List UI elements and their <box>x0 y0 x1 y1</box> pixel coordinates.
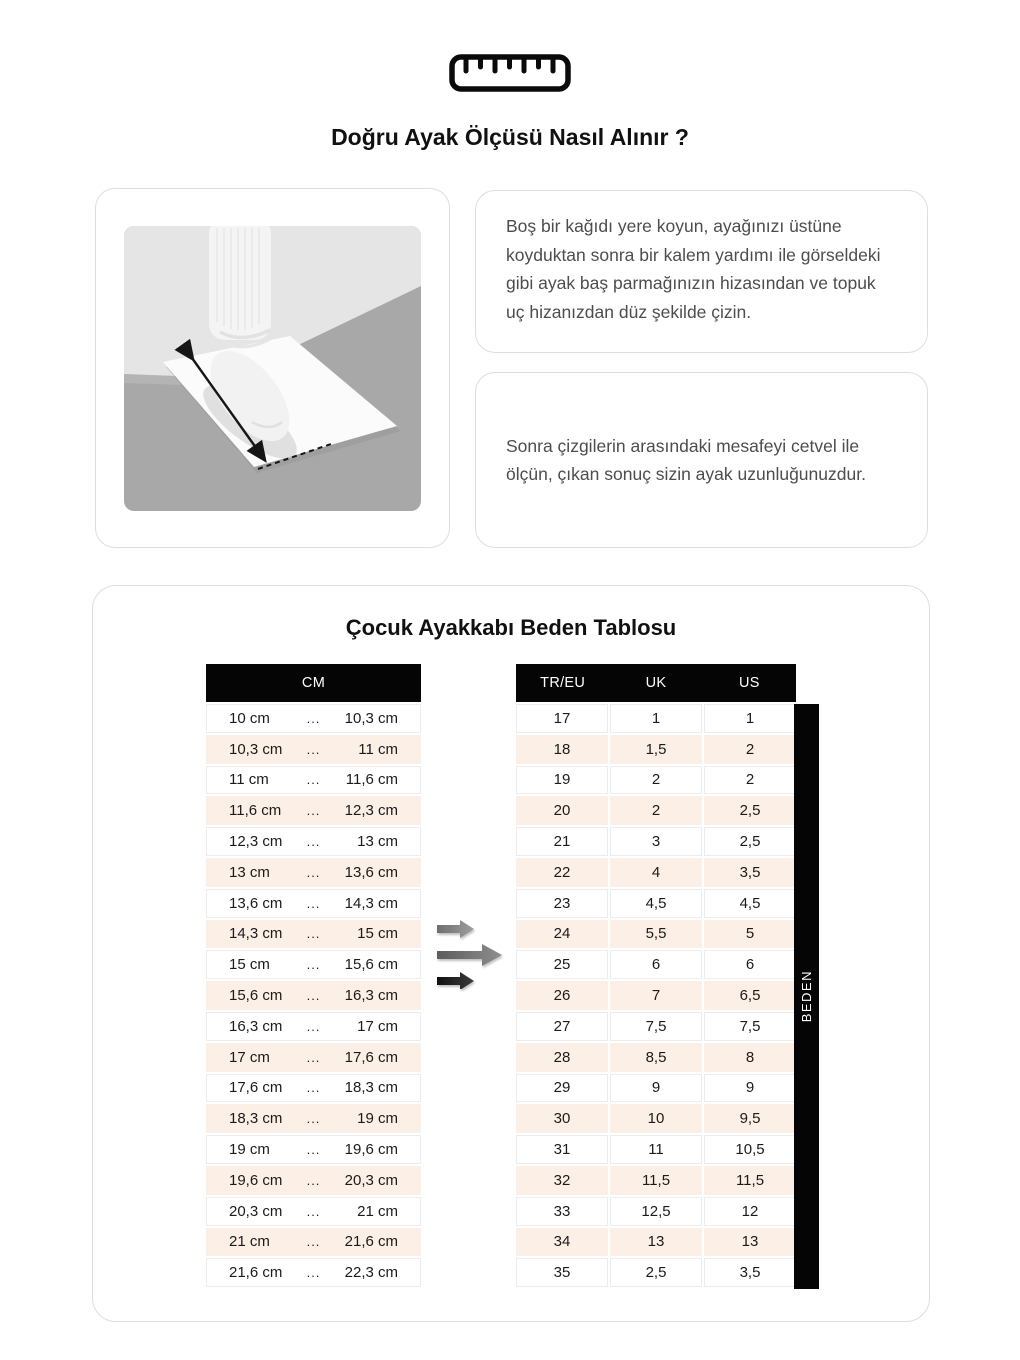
size-cell-us: 3,5 <box>704 858 796 887</box>
cm-sep: ... <box>306 1049 321 1065</box>
size-row <box>516 1043 796 1072</box>
size-cell-tr-eu: 22 <box>516 858 608 887</box>
size-cell-uk: 2 <box>610 766 702 795</box>
size-row <box>516 735 796 764</box>
size-row <box>516 1074 796 1103</box>
cm-to: 22,3 cm <box>344 1264 398 1282</box>
size-cell-us: 13 <box>704 1228 796 1257</box>
cm-from: 11 cm <box>229 771 269 789</box>
size-cell-tr-eu: 30 <box>516 1104 608 1133</box>
size-cell-tr-eu: 27 <box>516 1012 608 1041</box>
size-cell-tr-eu: 28 <box>516 1043 608 1072</box>
size-row <box>516 1258 796 1287</box>
cm-sep: ... <box>306 1111 321 1127</box>
size-cell-uk: 2,5 <box>610 1258 702 1287</box>
cm-row <box>206 735 421 764</box>
cm-row <box>206 704 421 733</box>
size-cell-uk: 12,5 <box>610 1197 702 1226</box>
cm-table-header: CM <box>206 664 421 702</box>
cm-row <box>206 827 421 856</box>
instruction-card-2 <box>475 372 928 548</box>
cm-table <box>206 664 421 1289</box>
cm-to: 17,6 cm <box>344 1048 398 1066</box>
size-cell-tr-eu: 26 <box>516 981 608 1010</box>
cm-row <box>206 920 421 949</box>
size-row <box>516 1104 796 1133</box>
cm-row <box>206 1228 421 1257</box>
instruction-card-1 <box>475 190 928 353</box>
cm-row <box>206 981 421 1010</box>
cm-sep: ... <box>306 957 321 973</box>
cm-sep: ... <box>306 741 321 757</box>
cm-sep: ... <box>306 710 321 726</box>
cm-from: 18,3 cm <box>229 1110 283 1128</box>
size-cell-uk: 11,5 <box>610 1166 702 1195</box>
size-cell-tr-eu: 33 <box>516 1197 608 1226</box>
size-cell-us: 3,5 <box>704 1258 796 1287</box>
cm-from: 20,3 cm <box>229 1202 283 1220</box>
cm-from: 16,3 cm <box>229 1017 283 1035</box>
size-row <box>516 1197 796 1226</box>
size-row <box>516 1166 796 1195</box>
cm-sep: ... <box>306 1172 321 1188</box>
cm-sep: ... <box>306 1203 321 1219</box>
size-row <box>516 889 796 918</box>
size-cell-tr-eu: 34 <box>516 1228 608 1257</box>
size-table-header-uk: UK <box>645 675 667 691</box>
cm-to: 21,6 cm <box>344 1233 398 1251</box>
size-cell-us: 2 <box>704 735 796 764</box>
cm-from: 19 cm <box>229 1141 270 1159</box>
cm-sep: ... <box>306 988 321 1004</box>
cm-sep: ... <box>306 772 321 788</box>
instruction-text-1: Boş bir kağıdı yere koyun, ayağınızı üstüne koyduktan sonra bir kalem yardımı ile görseldeki gibi ayak baş parmağınızın hizasından ve topuk uç hizanızdan düz şekilde çizin. <box>506 216 881 322</box>
size-cell-tr-eu: 18 <box>516 735 608 764</box>
cm-to: 11 cm <box>358 740 398 758</box>
size-row <box>516 950 796 979</box>
cm-to: 10,3 cm <box>344 709 398 727</box>
cm-row <box>206 1135 421 1164</box>
size-cell-tr-eu: 23 <box>516 889 608 918</box>
size-cell-us: 6,5 <box>704 981 796 1010</box>
cm-from: 10,3 cm <box>229 740 283 758</box>
size-cell-tr-eu: 35 <box>516 1258 608 1287</box>
cm-sep: ... <box>306 834 321 850</box>
size-cell-uk: 7,5 <box>610 1012 702 1041</box>
cm-from: 13,6 cm <box>229 894 283 912</box>
size-cell-uk: 4,5 <box>610 889 702 918</box>
beden-label: BEDEN <box>799 970 814 1023</box>
cm-row <box>206 1043 421 1072</box>
cm-sep: ... <box>306 1234 321 1250</box>
size-row <box>516 981 796 1010</box>
cm-sep: ... <box>306 895 321 911</box>
size-row <box>516 858 796 887</box>
size-cell-uk: 1 <box>610 704 702 733</box>
size-cell-us: 4,5 <box>704 889 796 918</box>
size-table-header-tr-eu: TR/EU <box>540 675 586 691</box>
size-cell-tr-eu: 17 <box>516 704 608 733</box>
size-cell-us: 2 <box>704 766 796 795</box>
size-cell-us: 10,5 <box>704 1135 796 1164</box>
cm-to: 17 cm <box>357 1017 398 1035</box>
cm-from: 19,6 cm <box>229 1171 283 1189</box>
size-cell-us: 11,5 <box>704 1166 796 1195</box>
cm-to: 19 cm <box>357 1110 398 1128</box>
cm-from: 13 cm <box>229 863 270 881</box>
size-cell-tr-eu: 24 <box>516 920 608 949</box>
size-table <box>516 664 796 1289</box>
size-cell-tr-eu: 20 <box>516 796 608 825</box>
size-cell-tr-eu: 29 <box>516 1074 608 1103</box>
size-cell-uk: 4 <box>610 858 702 887</box>
ruler-icon <box>449 54 571 92</box>
cm-row <box>206 1166 421 1195</box>
size-row <box>516 704 796 733</box>
cm-sep: ... <box>306 1142 321 1158</box>
cm-row <box>206 889 421 918</box>
size-row <box>516 1012 796 1041</box>
cm-to: 19,6 cm <box>344 1141 398 1159</box>
size-chart-title: Çocuk Ayakkabı Beden Tablosu <box>345 615 677 640</box>
cm-sep: ... <box>306 1265 321 1281</box>
size-cell-uk: 9 <box>610 1074 702 1103</box>
cm-from: 15 cm <box>229 956 270 974</box>
size-cell-tr-eu: 31 <box>516 1135 608 1164</box>
size-cell-us: 6 <box>704 950 796 979</box>
cm-to: 14,3 cm <box>344 894 398 912</box>
size-row <box>516 766 796 795</box>
cm-to: 15 cm <box>357 925 398 943</box>
cm-sep: ... <box>306 803 321 819</box>
size-row <box>516 1135 796 1164</box>
size-row <box>516 1228 796 1257</box>
cm-from: 14,3 cm <box>229 925 283 943</box>
transfer-arrows-icon <box>435 919 505 989</box>
cm-from: 11,6 cm <box>229 802 282 820</box>
size-table-header-us: US <box>738 675 760 691</box>
size-cell-uk: 2 <box>610 796 702 825</box>
size-cell-uk: 8,5 <box>610 1043 702 1072</box>
cm-to: 11,6 cm <box>345 771 398 789</box>
size-cell-uk: 1,5 <box>610 735 702 764</box>
cm-to: 18,3 cm <box>344 1079 398 1097</box>
page-title: Doğru Ayak Ölçüsü Nasıl Alınır ? <box>331 124 689 150</box>
size-chart-card <box>92 585 930 1322</box>
cm-from: 12,3 cm <box>229 833 283 851</box>
size-cell-us: 12 <box>704 1197 796 1226</box>
cm-sep: ... <box>306 1018 321 1034</box>
cm-row <box>206 1012 421 1041</box>
size-cell-uk: 11 <box>610 1135 702 1164</box>
cm-row <box>206 766 421 795</box>
size-cell-us: 9,5 <box>704 1104 796 1133</box>
cm-to: 16,3 cm <box>344 987 398 1005</box>
foot-measurement-photo-card <box>95 188 450 548</box>
size-cell-us: 2,5 <box>704 796 796 825</box>
cm-from: 10 cm <box>229 709 270 727</box>
cm-row <box>206 858 421 887</box>
size-table-rows <box>516 704 796 1287</box>
foot-measurement-photo <box>124 226 421 511</box>
size-cell-uk: 3 <box>610 827 702 856</box>
size-cell-tr-eu: 19 <box>516 766 608 795</box>
size-cell-us: 1 <box>704 704 796 733</box>
cm-sep: ... <box>306 864 321 880</box>
size-cell-uk: 7 <box>610 981 702 1010</box>
size-row <box>516 920 796 949</box>
cm-row <box>206 1104 421 1133</box>
size-cell-tr-eu: 25 <box>516 950 608 979</box>
cm-row <box>206 796 421 825</box>
cm-to: 13,6 cm <box>344 863 398 881</box>
size-row <box>516 796 796 825</box>
size-table-header <box>516 664 796 702</box>
cm-to: 12,3 cm <box>344 802 398 820</box>
cm-to: 20,3 cm <box>344 1171 398 1189</box>
size-cell-tr-eu: 32 <box>516 1166 608 1195</box>
size-cell-us: 9 <box>704 1074 796 1103</box>
beden-vertical-bar <box>794 704 819 1289</box>
instruction-text-2: Sonra çizgilerin arasındaki mesafeyi cetvel ile ölçün, çıkan sonuç sizin ayak uzunluğunuzdur. <box>506 435 866 484</box>
size-cell-tr-eu: 21 <box>516 827 608 856</box>
cm-row <box>206 1074 421 1103</box>
size-cell-uk: 13 <box>610 1228 702 1257</box>
size-cell-uk: 5,5 <box>610 920 702 949</box>
cm-to: 15,6 cm <box>344 956 398 974</box>
cm-to: 21 cm <box>357 1202 398 1220</box>
cm-from: 17 cm <box>229 1048 270 1066</box>
size-cell-us: 7,5 <box>704 1012 796 1041</box>
cm-row <box>206 1197 421 1226</box>
cm-from: 15,6 cm <box>229 987 283 1005</box>
size-cell-us: 2,5 <box>704 827 796 856</box>
size-cell-us: 5 <box>704 920 796 949</box>
cm-sep: ... <box>306 1080 321 1096</box>
cm-from: 21 cm <box>229 1233 270 1251</box>
size-cell-uk: 6 <box>610 950 702 979</box>
cm-table-rows <box>206 704 421 1287</box>
size-row <box>516 827 796 856</box>
cm-from: 17,6 cm <box>229 1079 283 1097</box>
cm-sep: ... <box>306 926 321 942</box>
cm-to: 13 cm <box>357 833 398 851</box>
size-cell-us: 8 <box>704 1043 796 1072</box>
size-cell-uk: 10 <box>610 1104 702 1133</box>
cm-row <box>206 950 421 979</box>
cm-from: 21,6 cm <box>229 1264 283 1282</box>
cm-row <box>206 1258 421 1287</box>
